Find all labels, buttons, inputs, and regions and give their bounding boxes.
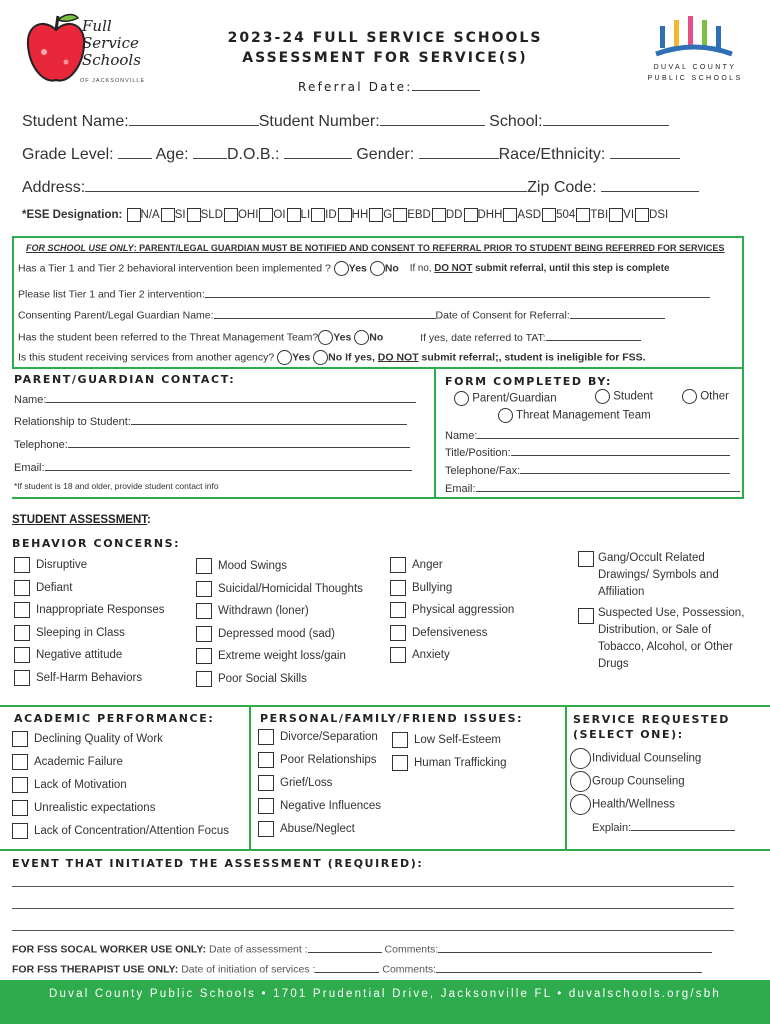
completed-name-label: Name: xyxy=(445,430,478,442)
parent-email-label: Email: xyxy=(14,462,45,474)
ese-checkbox[interactable] xyxy=(635,208,649,222)
footer-text: Duval County Public Schools • 1701 Prudential Drive, Jacksonville FL • duvalschools.org/sbh xyxy=(49,988,721,1000)
school-use-heading xyxy=(26,243,724,253)
behavior-col1-item xyxy=(14,557,87,573)
completed-title-row xyxy=(445,445,730,459)
behavior-col2-label: Depressed mood (sad) xyxy=(218,627,335,640)
behavior-col2-label: Mood Swings xyxy=(218,560,288,573)
telephone-field[interactable] xyxy=(68,437,410,448)
behavior-col3-checkbox[interactable] xyxy=(390,625,406,641)
academic-checkbox[interactable] xyxy=(12,754,28,770)
personal-col1-checkbox[interactable] xyxy=(258,821,274,837)
academic-heading: ACADEMIC PERFORMANCE: xyxy=(14,712,215,725)
threat-row xyxy=(18,330,641,345)
substance-line: Suspected Use, Possession, xyxy=(598,607,745,619)
student-name-field[interactable] xyxy=(129,110,259,126)
logo-subtext: OF JACKSONVILLE xyxy=(80,78,146,84)
parent-name-row xyxy=(14,392,416,406)
ese-option-label: G xyxy=(383,209,393,222)
academic-item xyxy=(12,823,229,839)
referral-date-field[interactable] xyxy=(412,79,480,91)
telephone-row xyxy=(14,437,410,451)
completed-tmt-label: Threat Management Team xyxy=(516,409,651,422)
behavior-col3-item xyxy=(390,580,452,596)
fss-therapist-date-label: Date of initiation of services : xyxy=(178,963,316,976)
threat-no-radio[interactable] xyxy=(354,330,369,345)
other-agency-row xyxy=(18,350,646,365)
age-label: Age: xyxy=(155,146,189,163)
ese-checkbox[interactable] xyxy=(542,208,556,222)
behavior-col2-item xyxy=(196,558,287,574)
ese-checkbox[interactable] xyxy=(127,208,141,222)
parent-email-row xyxy=(14,460,412,474)
duval-logo-line2: PUBLIC SCHOOLS xyxy=(647,75,743,82)
behavior-col2-checkbox[interactable] xyxy=(196,626,212,642)
tier-yes-label: Yes xyxy=(348,262,367,275)
race-label: Race/Ethnicity: xyxy=(498,146,606,163)
behavior-col2-item xyxy=(196,603,309,619)
behavior-col1-checkbox[interactable] xyxy=(14,580,30,596)
fss-therapist-row xyxy=(12,962,702,976)
lower-grid-top-border xyxy=(0,705,770,707)
ese-option-label: VI xyxy=(623,209,635,222)
student-assessment-title: STUDENT ASSESSMENT xyxy=(12,514,148,526)
ese-checkbox[interactable] xyxy=(393,208,407,222)
behavior-gang xyxy=(578,550,719,601)
behavior-col3-item xyxy=(390,602,514,618)
ese-option-label: DD xyxy=(445,209,463,222)
ese-option-label: TBI xyxy=(590,209,609,222)
service-heading xyxy=(573,712,730,742)
age-field[interactable] xyxy=(193,143,227,159)
academic-item xyxy=(12,731,163,747)
fss-logo xyxy=(22,10,152,88)
personal-col1-item xyxy=(258,775,332,791)
race-field[interactable] xyxy=(610,143,680,159)
address-field[interactable] xyxy=(85,176,527,192)
ese-option-label: ID xyxy=(325,209,337,222)
logo-text-schools: Schools xyxy=(82,51,141,69)
behavior-col1-label: Sleeping in Class xyxy=(36,626,125,639)
behavior-col1-item xyxy=(14,580,72,596)
completed-parent-label: Parent/Guardian xyxy=(472,392,557,405)
completed-name-row xyxy=(445,428,739,442)
academic-checkbox[interactable] xyxy=(12,731,28,747)
gang-line: Gang/Occult Related xyxy=(598,552,705,564)
logo-text-service: Service xyxy=(82,34,139,52)
fss-social-date-label: Date of assessment : xyxy=(206,943,308,956)
gender-label: Gender: xyxy=(356,146,415,163)
academic-label: Declining Quality of Work xyxy=(34,733,163,746)
behavior-col1-item xyxy=(14,602,165,618)
completed-tmt-radio[interactable] xyxy=(498,408,513,423)
personal-col1-item xyxy=(258,821,355,837)
completed-title-label: Title/Position: xyxy=(445,447,511,459)
ese-checkbox[interactable] xyxy=(464,208,478,222)
personal-col1-label: Abuse/Neglect xyxy=(280,823,355,836)
completed-name-field[interactable] xyxy=(477,428,739,439)
event-heading: EVENT THAT INITIATED THE ASSESSMENT (REQUIRED): xyxy=(12,857,424,870)
date-consent-label: Date of Consent for Referral: xyxy=(435,309,570,322)
lower-grid-bottom-border xyxy=(0,849,770,851)
service-explain-row xyxy=(592,820,735,834)
event-line-3[interactable] xyxy=(12,930,734,931)
behavior-col3-item xyxy=(390,557,443,573)
ese-checkbox[interactable] xyxy=(609,208,623,222)
parent-name-field[interactable] xyxy=(46,392,416,403)
form-title-line2: ASSESSMENT FOR SERVICE(S) xyxy=(242,50,528,66)
date-consent-field[interactable] xyxy=(570,308,665,319)
zip-label: Zip Code: xyxy=(527,179,597,196)
fss-social-row xyxy=(12,942,712,956)
academic-item xyxy=(12,777,127,793)
tier-list-field[interactable] xyxy=(205,287,710,298)
behavior-col1-item xyxy=(14,625,125,641)
student-assessment-colon: : xyxy=(147,514,151,526)
service-label: Individual Counseling xyxy=(592,752,702,765)
behavior-col1-label: Defiant xyxy=(36,581,73,594)
behavior-col2-label: Extreme weight loss/gain xyxy=(218,650,346,663)
event-line-1[interactable] xyxy=(12,886,734,887)
completed-option-student xyxy=(595,389,653,404)
academic-item xyxy=(12,754,123,770)
substance-line: Tobacco, Alcohol, or Other xyxy=(598,641,733,653)
ese-option-label: OHI xyxy=(237,209,259,222)
tier-no-label: No xyxy=(384,262,399,275)
student-name-label: Student Name: xyxy=(22,113,129,130)
fss-therapist-label: FOR FSS THERAPIST USE ONLY: xyxy=(12,963,179,976)
telephone-label: Telephone: xyxy=(14,439,68,451)
ese-option-label: DSI xyxy=(649,209,669,222)
zip-field[interactable] xyxy=(601,176,699,192)
parent-contact-box xyxy=(12,369,436,499)
parent-contact-note: *If student is 18 and older, provide student contact info xyxy=(14,481,219,491)
behavior-col1-checkbox[interactable] xyxy=(14,670,30,686)
dob-field[interactable] xyxy=(284,143,352,159)
fss-therapist-date-field[interactable] xyxy=(315,962,379,973)
logo-text-full: Full xyxy=(82,17,112,35)
academic-checkbox[interactable] xyxy=(12,800,28,816)
behavior-col2-checkbox[interactable] xyxy=(196,648,212,664)
duval-bars-icon xyxy=(654,14,734,62)
gang-line: Affiliation xyxy=(598,586,645,598)
ese-checkbox[interactable] xyxy=(224,208,238,222)
parent-contact-heading: PARENT/GUARDIAN CONTACT: xyxy=(14,373,236,386)
personal-col1-checkbox[interactable] xyxy=(258,752,274,768)
ese-option-label: OI xyxy=(273,209,286,222)
fss-social-comments-field[interactable] xyxy=(438,942,712,953)
behavior-col1-label: Inappropriate Responses xyxy=(36,604,165,617)
service-label: Group Counseling xyxy=(592,775,685,788)
completed-email-label: Email: xyxy=(445,483,476,495)
tier-note-b: DO NOT xyxy=(434,263,473,275)
school-use-heading-em: FOR SCHOOL USE ONLY xyxy=(26,243,134,253)
completed-option-parent xyxy=(454,391,557,406)
behavior-col2-checkbox[interactable] xyxy=(196,603,212,619)
student-info-row3 xyxy=(22,176,699,197)
behavior-col2-label: Withdrawn (loner) xyxy=(218,605,309,618)
threat-yes-radio[interactable] xyxy=(318,330,333,345)
personal-heading: PERSONAL/FAMILY/FRIEND ISSUES: xyxy=(260,712,524,725)
tier-note-c: submit referral, until this step is complete xyxy=(472,263,670,275)
dob-label: D.O.B.: xyxy=(227,146,280,163)
gang-checkbox[interactable] xyxy=(578,551,594,567)
ese-option-label: ASD xyxy=(517,209,542,222)
threat-question: Has the student been referred to the Threat Management Team? xyxy=(18,331,319,344)
student-number-field[interactable] xyxy=(380,110,485,126)
substance-checkbox[interactable] xyxy=(578,608,594,624)
ese-checkbox[interactable] xyxy=(161,208,175,222)
ese-checkbox[interactable] xyxy=(432,208,446,222)
tier-list-row xyxy=(18,287,710,301)
service-heading-line1: SERVICE REQUESTED xyxy=(573,713,730,726)
threat-date-label: If yes, date referred to TAT: xyxy=(420,331,546,344)
behavior-col3-label: Bullying xyxy=(412,581,453,594)
personal-col1-item xyxy=(258,729,378,745)
service-explain-field[interactable] xyxy=(631,820,735,831)
completed-telfax-field[interactable] xyxy=(520,463,730,474)
personal-col1-checkbox[interactable] xyxy=(258,775,274,791)
tier-note xyxy=(410,263,670,274)
behavior-col2-item xyxy=(196,581,363,597)
other-note-b: DO NOT xyxy=(377,351,419,364)
personal-col2-checkbox[interactable] xyxy=(392,732,408,748)
behavior-col1-item xyxy=(14,670,142,686)
service-explain-label: Explain: xyxy=(592,822,632,834)
grade-label: Grade Level: xyxy=(22,146,114,163)
academic-checkbox[interactable] xyxy=(12,777,28,793)
student-info-row1 xyxy=(22,110,669,131)
behavior-col2-item xyxy=(196,648,346,664)
lower-grid-divider2 xyxy=(565,705,567,850)
personal-col1-label: Grief/Loss xyxy=(280,777,333,790)
behavior-col3-checkbox[interactable] xyxy=(390,647,406,663)
behavior-col1-checkbox[interactable] xyxy=(14,557,30,573)
parent-name-label: Name: xyxy=(14,394,47,406)
substance-line: Distribution, or Sale of xyxy=(598,624,712,636)
gang-label xyxy=(598,550,719,601)
ese-checkbox[interactable] xyxy=(576,208,590,222)
substance-label xyxy=(598,605,744,673)
tier-note-a: If no, xyxy=(409,263,435,275)
personal-col1-item xyxy=(258,752,377,768)
academic-label: Unrealistic expectations xyxy=(34,802,156,815)
behavior-col2-label: Poor Social Skills xyxy=(218,673,307,686)
school-field[interactable] xyxy=(543,110,669,126)
duval-logo-line1: DUVAL COUNTY xyxy=(653,64,737,71)
service-item xyxy=(570,794,675,815)
relationship-label: Relationship to Student: xyxy=(14,416,131,428)
ese-options xyxy=(126,209,669,221)
service-label: Health/Wellness xyxy=(592,798,675,811)
school-use-heading-rest: : PARENT/LEGAL GUARDIAN MUST BE NOTIFIED AND CONSENT TO REFERRAL PRIOR TO STUDENT BEING REFERRED FOR SERVICES xyxy=(133,243,725,253)
tier-no-radio[interactable] xyxy=(370,261,385,276)
fss-social-label: FOR FSS SOCAL WORKER USE ONLY: xyxy=(12,943,207,956)
other-yes-label: Yes xyxy=(292,351,311,364)
fss-therapist-comments-label: Comments: xyxy=(382,963,437,976)
gang-line: Drawings/ Symbols and xyxy=(598,569,719,581)
behavior-heading: BEHAVIOR CONCERNS: xyxy=(12,537,181,550)
completed-parent-radio[interactable] xyxy=(454,391,469,406)
referral-date-label: Referral Date: xyxy=(298,80,413,94)
relationship-field[interactable] xyxy=(131,414,407,425)
ese-option-label: N/A xyxy=(140,209,160,222)
personal-col1-label: Negative Influences xyxy=(280,800,382,813)
other-agency-question: Is this student receiving services from another agency? xyxy=(18,351,275,364)
threat-date-field[interactable] xyxy=(546,330,641,341)
ese-checkbox[interactable] xyxy=(369,208,383,222)
behavior-col1-label: Disruptive xyxy=(36,559,88,572)
service-item xyxy=(570,771,685,792)
consenting-label: Consenting Parent/Legal Guardian Name: xyxy=(18,309,214,322)
behavior-col3-label: Defensiveness xyxy=(412,626,488,639)
behavior-col3-checkbox[interactable] xyxy=(390,580,406,596)
threat-no-label: No xyxy=(369,331,384,344)
parent-email-field[interactable] xyxy=(45,460,412,471)
personal-col1-checkbox[interactable] xyxy=(258,798,274,814)
ese-option-label: LI xyxy=(300,209,311,222)
service-item xyxy=(570,748,701,769)
behavior-col1-label: Self-Harm Behaviors xyxy=(36,672,143,685)
academic-label: Lack of Motivation xyxy=(34,779,127,792)
ese-designation xyxy=(22,208,668,222)
school-label: School: xyxy=(489,113,543,130)
ese-option-label: 504 xyxy=(556,209,576,222)
personal-col1-label: Divorce/Separation xyxy=(280,731,378,744)
personal-col1-item xyxy=(258,798,381,814)
other-agency-note xyxy=(345,351,646,363)
service-heading-line2: (SELECT ONE): xyxy=(573,728,684,741)
ese-checkbox[interactable] xyxy=(311,208,325,222)
behavior-substance xyxy=(578,605,744,673)
completed-student-label: Student xyxy=(613,390,653,403)
ese-option-label: SI xyxy=(174,209,186,222)
referral-date xyxy=(298,79,480,94)
tier-question: Has a Tier 1 and Tier 2 behavioral intervention been implemented ? xyxy=(18,262,331,275)
tier-question-row xyxy=(18,261,669,276)
behavior-col1-checkbox[interactable] xyxy=(14,625,30,641)
personal-col2-item xyxy=(392,755,506,771)
form-title xyxy=(180,28,590,68)
consenting-field[interactable] xyxy=(214,308,436,319)
completed-other-radio[interactable] xyxy=(682,389,697,404)
completed-title-field[interactable] xyxy=(511,445,730,456)
behavior-col3-label: Anger xyxy=(412,559,443,572)
completed-telfax-label: Telephone/Fax: xyxy=(445,465,521,477)
behavior-col2-checkbox[interactable] xyxy=(196,581,212,597)
gender-field[interactable] xyxy=(419,143,499,159)
service-radio[interactable] xyxy=(570,794,591,815)
ese-option-label: HH xyxy=(351,209,369,222)
student-number-label: Student Number: xyxy=(258,113,380,130)
ese-checkbox[interactable] xyxy=(259,208,273,222)
service-radio[interactable] xyxy=(570,771,591,792)
substance-line: Drugs xyxy=(598,658,629,670)
ese-option-label: SLD xyxy=(200,209,223,222)
behavior-col2-label: Suicidal/Homicidal Thoughts xyxy=(218,582,363,595)
academic-label: Academic Failure xyxy=(34,756,123,769)
ese-checkbox[interactable] xyxy=(187,208,201,222)
student-assessment-heading xyxy=(12,514,151,526)
behavior-col1-item xyxy=(14,647,122,663)
fss-therapist-comments-field[interactable] xyxy=(436,962,702,973)
personal-col2-label: Human Trafficking xyxy=(414,757,507,770)
personal-col1-checkbox[interactable] xyxy=(258,729,274,745)
relationship-row xyxy=(14,414,407,428)
other-note-a: If yes, xyxy=(345,351,378,364)
grade-field[interactable] xyxy=(118,143,152,159)
other-yes-radio[interactable] xyxy=(277,350,292,365)
ese-checkbox[interactable] xyxy=(338,208,352,222)
tier-yes-radio[interactable] xyxy=(334,261,349,276)
event-line-2[interactable] xyxy=(12,908,734,909)
completed-option-other xyxy=(682,389,729,404)
personal-col1-label: Poor Relationships xyxy=(280,754,377,767)
completed-student-radio[interactable] xyxy=(595,389,610,404)
behavior-col3-checkbox[interactable] xyxy=(390,602,406,618)
consent-row xyxy=(18,308,665,322)
completed-option-tmt xyxy=(498,408,651,423)
tier-list-label: Please list Tier 1 and Tier 2 intervention: xyxy=(18,288,205,301)
ese-checkbox[interactable] xyxy=(503,208,517,222)
behavior-col3-checkbox[interactable] xyxy=(390,557,406,573)
academic-item xyxy=(12,800,155,816)
behavior-col2-item xyxy=(196,626,335,642)
lower-grid-divider1 xyxy=(249,705,251,850)
form-completed-heading: FORM COMPLETED BY: xyxy=(445,375,613,388)
behavior-col2-checkbox[interactable] xyxy=(196,671,212,687)
behavior-col3-item xyxy=(390,647,450,663)
behavior-col2-checkbox[interactable] xyxy=(196,558,212,574)
behavior-col2-item xyxy=(196,671,307,687)
other-note-c: submit referral;, student is ineligible for FSS. xyxy=(418,351,646,364)
personal-col2-checkbox[interactable] xyxy=(392,755,408,771)
ese-label: *ESE Designation: xyxy=(22,209,123,222)
behavior-col1-checkbox[interactable] xyxy=(14,602,30,618)
ese-option-label: EBD xyxy=(407,209,431,222)
personal-col2-label: Low Self-Esteem xyxy=(414,734,501,747)
ese-checkbox[interactable] xyxy=(287,208,301,222)
completed-email-field[interactable] xyxy=(476,481,740,492)
behavior-col3-label: Physical aggression xyxy=(412,604,515,617)
duval-logo xyxy=(640,14,750,86)
behavior-col3-label: Anxiety xyxy=(412,649,450,662)
form-title-line1: 2023-24 FULL SERVICE SCHOOLS xyxy=(227,30,543,46)
other-no-radio[interactable] xyxy=(313,350,328,365)
fss-social-comments-label: Comments: xyxy=(384,943,439,956)
academic-label: Lack of Concentration/Attention Focus xyxy=(34,825,229,838)
academic-checkbox[interactable] xyxy=(12,823,28,839)
completed-telfax-row xyxy=(445,463,730,477)
completed-other-label: Other xyxy=(700,390,729,403)
other-no-label: No xyxy=(328,351,343,364)
personal-col2-item xyxy=(392,732,501,748)
address-label: Address: xyxy=(22,179,86,196)
behavior-col1-checkbox[interactable] xyxy=(14,647,30,663)
ese-option-label: DHH xyxy=(477,209,503,222)
threat-yes-label: Yes xyxy=(333,331,352,344)
fss-social-date-field[interactable] xyxy=(308,942,382,953)
completed-email-row xyxy=(445,481,740,495)
behavior-col1-label: Negative attitude xyxy=(36,649,123,662)
service-radio[interactable] xyxy=(570,748,591,769)
behavior-col3-item xyxy=(390,625,487,641)
student-info-row2 xyxy=(22,143,680,164)
footer-bar xyxy=(0,980,770,1024)
